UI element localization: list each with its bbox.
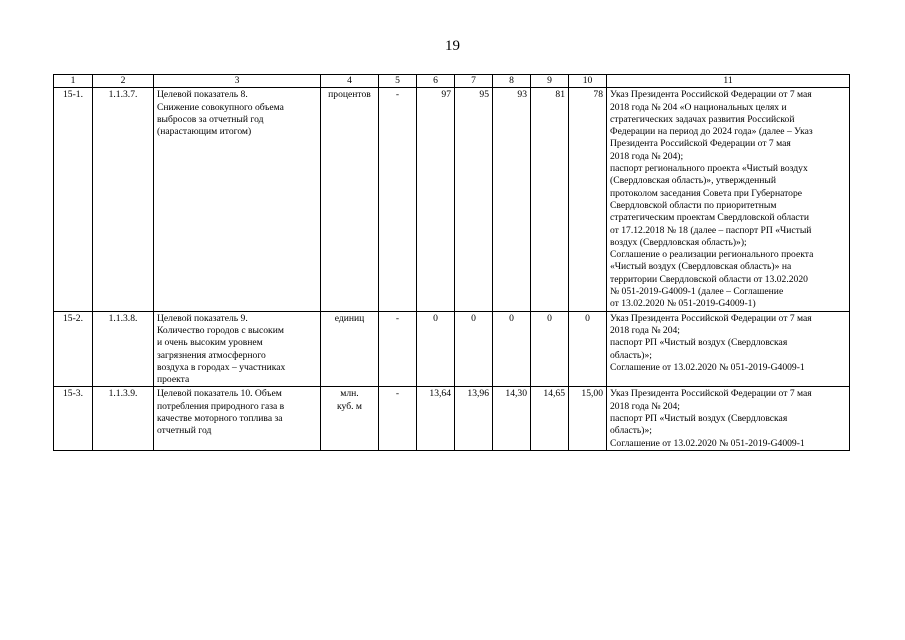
- text-line: «Чистый воздух (Свердловская область)» на: [610, 261, 792, 273]
- text-line: Снижение совокупного объема: [157, 101, 284, 113]
- value-cell: 0: [417, 311, 455, 387]
- text-line: паспорт РП «Чистый воздух (Свердловская: [610, 337, 788, 349]
- text-line: воздуха в городах – участниках: [157, 361, 286, 373]
- text-line: Соглашение от 13.02.2020 № 051-2019-G4009-1: [610, 361, 805, 373]
- header-cell: 6: [417, 75, 455, 88]
- value-cell: 0: [455, 311, 493, 387]
- header-cell: 9: [531, 75, 569, 88]
- source-cell: [607, 311, 850, 387]
- value-cell: 97: [417, 88, 455, 311]
- text-line: от 17.12.2018 № 18 (далее – паспорт РП «Чистый: [610, 224, 812, 236]
- value-cell: 81: [531, 88, 569, 311]
- row-code: 1.1.3.7.: [93, 88, 154, 311]
- header-cell: 5: [379, 75, 417, 88]
- text-line: проекта: [157, 374, 190, 386]
- table-row: [54, 88, 850, 311]
- indicators-table: [53, 74, 850, 451]
- text-line: воздух (Свердловская область)»);: [610, 236, 747, 248]
- text-line: потребления природного газа в: [157, 400, 285, 412]
- value-cell: 93: [493, 88, 531, 311]
- col5-cell: -: [379, 88, 417, 311]
- text-line: паспорт регионального проекта «Чистый воздух: [610, 163, 808, 175]
- text-line: 2018 года № 204 «О национальных целях и: [610, 101, 787, 113]
- indicator-name: [154, 387, 321, 451]
- text-line: процентов: [328, 89, 371, 101]
- text-line: куб. м: [337, 400, 362, 412]
- text-line: № 051-2019-G4009-1 (далее – Соглашение: [610, 286, 784, 298]
- source-cell: [607, 88, 850, 311]
- text-line: 2018 года № 204;: [610, 400, 680, 412]
- unit-cell: [321, 88, 379, 311]
- text-line: территории Свердловской области от 13.02.2020: [610, 273, 808, 285]
- row-number: 15-1.: [54, 88, 93, 311]
- text-line: область)»;: [610, 425, 652, 437]
- header-cell: 8: [493, 75, 531, 88]
- text-line: Указ Президента Российской Федерации от 7 мая: [610, 312, 812, 324]
- unit-cell: [321, 311, 379, 387]
- value-cell: 15,00: [569, 387, 607, 451]
- text-line: качестве моторного топлива за: [157, 413, 283, 425]
- text-line: Свердловской области по приоритетным: [610, 199, 777, 211]
- header-cell: 1: [54, 75, 93, 88]
- value-cell: 13,64: [417, 387, 455, 451]
- header-cell: 3: [154, 75, 321, 88]
- text-line: Указ Президента Российской Федерации от 7 мая: [610, 388, 812, 400]
- header-cell: 4: [321, 75, 379, 88]
- indicator-name: [154, 88, 321, 311]
- text-line: стратегических задачах развития Российской: [610, 113, 795, 125]
- text-line: паспорт РП «Чистый воздух (Свердловская: [610, 413, 788, 425]
- text-line: Количество городов с высоким: [157, 324, 284, 336]
- row-code: 1.1.3.8.: [93, 311, 154, 387]
- value-cell: 14,65: [531, 387, 569, 451]
- value-cell: 78: [569, 88, 607, 311]
- row-number: 15-3.: [54, 387, 93, 451]
- text-line: Президента Российской Федерации от 7 мая: [610, 138, 791, 150]
- col5-cell: -: [379, 387, 417, 451]
- value-cell: 0: [493, 311, 531, 387]
- text-line: выбросов за отчетный год: [157, 113, 264, 125]
- text-line: протоколом заседания Совета при Губернаторе: [610, 187, 803, 199]
- value-cell: 13,96: [455, 387, 493, 451]
- text-line: загрязнения атмосферного: [157, 349, 266, 361]
- text-line: млн.: [340, 388, 359, 400]
- text-line: единиц: [334, 312, 365, 324]
- text-line: Соглашение о реализации регионального проекта: [610, 249, 814, 261]
- text-line: 2018 года № 204;: [610, 324, 680, 336]
- source-cell: [607, 387, 850, 451]
- text-line: Целевой показатель 8.: [157, 89, 248, 101]
- text-line: стратегическим проектам Свердловской области: [610, 212, 809, 224]
- text-line: (нарастающим итогом): [157, 126, 252, 138]
- unit-cell: [321, 387, 379, 451]
- row-code: 1.1.3.9.: [93, 387, 154, 451]
- text-line: Соглашение от 13.02.2020 № 051-2019-G4009-1: [610, 437, 805, 449]
- text-line: и очень высоким уровнем: [157, 337, 263, 349]
- text-line: отчетный год: [157, 425, 212, 437]
- table-header-row: [54, 75, 850, 88]
- text-line: Федерации на период до 2024 года» (далее – Указ: [610, 126, 813, 138]
- text-line: область)»;: [610, 349, 652, 361]
- text-line: Целевой показатель 9.: [157, 312, 248, 324]
- value-cell: 95: [455, 88, 493, 311]
- header-cell: 11: [607, 75, 850, 88]
- page-number: 19: [445, 38, 460, 54]
- text-line: Целевой показатель 10. Объем: [157, 388, 282, 400]
- value-cell: 14,30: [493, 387, 531, 451]
- table-row: [54, 311, 850, 387]
- value-cell: 0: [531, 311, 569, 387]
- text-line: 2018 года № 204);: [610, 150, 684, 162]
- header-cell: 10: [569, 75, 607, 88]
- text-line: (Свердловская область)», утвержденный: [610, 175, 777, 187]
- text-line: Указ Президента Российской Федерации от 7 мая: [610, 89, 812, 101]
- header-cell: 2: [93, 75, 154, 88]
- header-cell: 7: [455, 75, 493, 88]
- value-cell: 0: [569, 311, 607, 387]
- row-number: 15-2.: [54, 311, 93, 387]
- table-row: [54, 387, 850, 451]
- col5-cell: -: [379, 311, 417, 387]
- indicator-name: [154, 311, 321, 387]
- text-line: от 13.02.2020 № 051-2019-G4009-1): [610, 298, 756, 310]
